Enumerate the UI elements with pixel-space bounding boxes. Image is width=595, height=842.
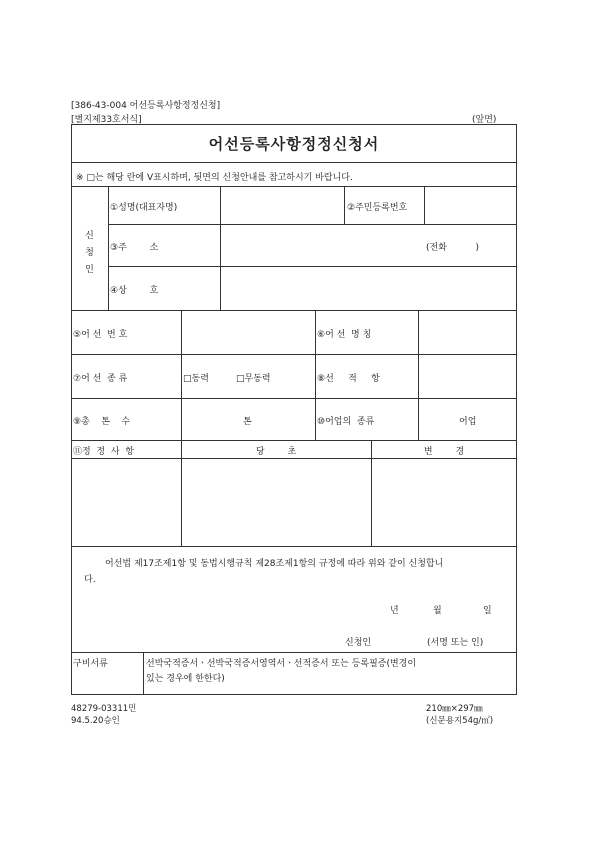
- divider: [71, 652, 517, 653]
- correction-label: ⑪정 정 사 항: [73, 447, 134, 457]
- powered-checkbox[interactable]: □동력: [183, 374, 209, 384]
- attachment-label: [별지제33호서식]: [71, 115, 142, 125]
- tonnage-unit: 톤: [243, 417, 252, 427]
- divider: [143, 652, 144, 695]
- divider: [71, 546, 517, 547]
- doc-number: 48279-03311민: [71, 704, 137, 714]
- declaration-text: 어선법 제17조제1항 및 동법시행규칙 제28조제1항의 규정에 따라 위와 같이 신청합니: [105, 559, 444, 569]
- divider: [108, 186, 109, 310]
- non-powered-checkbox[interactable]: □무동력: [236, 374, 271, 384]
- fishery-unit: 어업: [459, 417, 477, 427]
- divider: [181, 310, 182, 440]
- year-label: 년: [390, 606, 399, 616]
- changed-value-field[interactable]: [373, 460, 515, 544]
- vessel-name-label: ⑥어 선 명 칭: [317, 330, 372, 340]
- rrn-label: ②주민등록번호: [347, 203, 408, 213]
- signature-label: (서명 또는 인): [427, 638, 484, 648]
- applicant-sign-label: 신청인: [345, 638, 372, 648]
- address-field[interactable]: [222, 226, 422, 264]
- vessel-type-label: ⑦어 선 종 류: [73, 374, 128, 384]
- form-title: 어선등록사항정정신청서: [208, 134, 380, 153]
- name-label: ①성명(대표자명): [110, 203, 178, 213]
- approval-date: 94.5.20승인: [71, 716, 120, 726]
- phone-label: (전화 ): [426, 243, 480, 253]
- original-header: 당 초: [255, 447, 297, 457]
- documents-text: 선박국적증서ㆍ선박국적증서영역서ㆍ선적증서 또는 등록필증(변경이: [146, 659, 417, 669]
- changed-header: 변 경: [423, 447, 465, 457]
- rrn-field[interactable]: [426, 188, 515, 222]
- paper-size: 210㎜×297㎜: [426, 704, 483, 714]
- trade-name-label: ④상 호: [110, 286, 159, 296]
- divider: [71, 398, 517, 399]
- correction-item-field[interactable]: [73, 460, 179, 544]
- page-side: (앞면): [472, 115, 497, 125]
- paper-type: (신문용지54g/㎡): [426, 716, 494, 726]
- fishery-field[interactable]: [420, 400, 456, 438]
- divider: [71, 440, 517, 441]
- homeport-field[interactable]: [420, 356, 515, 396]
- homeport-label: ⑧선 적 항: [317, 374, 380, 384]
- divider: [108, 224, 517, 225]
- divider: [71, 310, 517, 311]
- divider: [71, 162, 517, 163]
- declaration-text-end: 다.: [84, 575, 96, 585]
- form-code: [386-43-004 어선등록사항정정신청]: [71, 101, 221, 111]
- documents-label: 구비서류: [73, 659, 108, 669]
- divider: [220, 186, 221, 310]
- name-field[interactable]: [222, 188, 342, 222]
- divider: [71, 354, 517, 355]
- tonnage-field[interactable]: [183, 400, 238, 438]
- applicant-section-label: 신 청 인: [85, 231, 94, 275]
- vessel-name-field[interactable]: [420, 312, 515, 352]
- documents-text-end: 있는 경우에 한한다): [146, 674, 225, 684]
- divider: [418, 310, 419, 440]
- divider: [344, 186, 345, 224]
- trade-name-field[interactable]: [222, 268, 515, 308]
- day-label: 일: [483, 606, 492, 616]
- address-label: ③주 소: [110, 243, 159, 253]
- tonnage-label: ⑨총 톤 수: [73, 417, 131, 427]
- divider: [424, 186, 425, 224]
- month-label: 월: [433, 606, 442, 616]
- original-value-field[interactable]: [183, 460, 369, 544]
- divider: [315, 310, 316, 440]
- divider: [71, 186, 517, 187]
- notice-text: ※ □는 해당 란에 V표시하며, 뒷면의 신청안내를 참고하시기 바랍니다.: [76, 173, 353, 183]
- vessel-number-field[interactable]: [183, 312, 313, 352]
- fishery-type-label: ⑩어업의 종류: [317, 417, 375, 427]
- divider: [71, 458, 517, 459]
- vessel-number-label: ⑤어 선 번 호: [73, 330, 128, 340]
- divider: [108, 266, 517, 267]
